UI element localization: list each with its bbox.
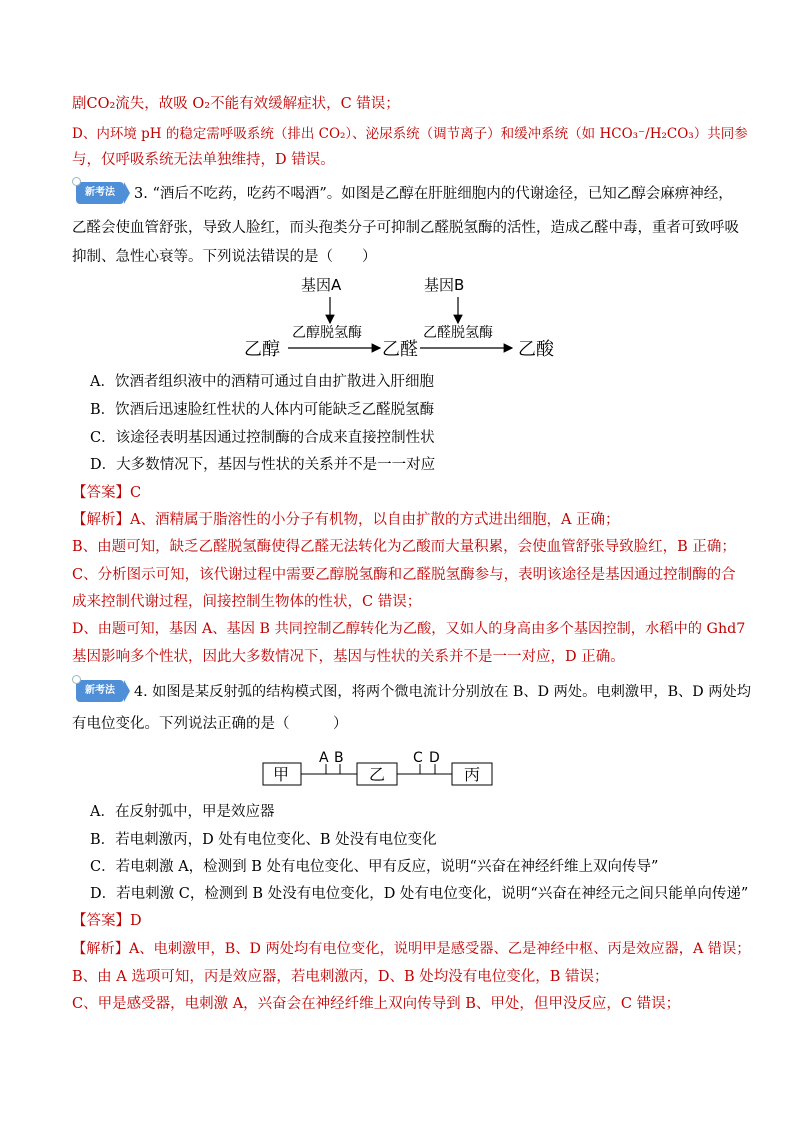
- ethanol-label: 乙醇: [244, 339, 280, 360]
- point-b-label: B: [334, 750, 344, 766]
- analysis-line: 基因影响多个性状，因此大多数情况下，基因与性状的关系并不是一一对应，D 正确。: [72, 649, 625, 665]
- enzyme-2-label: 乙醛脱氢酶: [423, 325, 493, 341]
- text-line: D、内环境 pH 的稳定需呼吸系统（排出 CO₂）、泌尿系统（调节离子）和缓冲系统（如 HCO₃⁻/H₂CO₃）共同参: [72, 126, 748, 142]
- option-a: A．饮酒者组织液中的酒精可通过自由扩散进入肝细胞: [90, 374, 434, 390]
- question-3-stem: 抑制、急性心衰等。下列说法错误的是（ ）: [72, 249, 377, 265]
- acetic-acid-label: 乙酸: [518, 339, 554, 360]
- option-b: B．饮酒后迅速脸红性状的人体内可能缺乏乙醛脱氢酶: [90, 402, 435, 418]
- text-line: 剧CO₂流失，故吸 O₂不能有效缓解症状，C 错误；: [72, 96, 400, 112]
- analysis-line: B、由 A 选项可知，丙是效应器，若电刺激丙，D、B 处均没有电位变化，B 错误；: [72, 969, 609, 985]
- analysis-line: 成来控制代谢过程，间接控制生物体的性状，C 错误；: [72, 594, 422, 610]
- point-c-label: C: [413, 750, 423, 766]
- question-3-stem: 3. “酒后不吃药，吃药不喝酒”。如图是乙醇在肝脏细胞内的代谢途径，已知乙醇会麻痹神经，: [134, 186, 733, 202]
- analysis-line: D、由题可知，基因 A、基因 B 共同控制乙醇转化为乙酸，又如人的身高由多个基因控制，水稻中的 Ghd7: [72, 621, 746, 637]
- analysis-line: 【解析】A、电刺激甲，B、D 两处均有电位变化，说明甲是感受器、乙是神经中枢、丙是效应器，A 错误；: [72, 941, 751, 957]
- question-4-stem: 4. 如图是某反射弧的结构模式图，将两个微电流计分别放在 B、D 两处。电刺激甲，B、D 两处均: [134, 684, 752, 700]
- reflex-arc-diagram: [260, 748, 500, 788]
- new-method-badge: 新考法: [76, 680, 124, 702]
- answer: 【答案】D: [72, 913, 142, 929]
- option-d: D．大多数情况下，基因与性状的关系并不是一一对应: [90, 457, 436, 473]
- enzyme-1-label: 乙醇脱氢酶: [292, 325, 362, 341]
- option-c: C．该途径表明基因通过控制酶的合成来直接控制性状: [90, 430, 435, 446]
- box-yi-label: 乙: [369, 765, 386, 784]
- acetaldehyde-label: 乙醛: [382, 339, 418, 360]
- option-d: D．若电刺激 C，检测到 B 处没有电位变化，D 处有电位变化，说明“兴奋在神经元之间只能单向传递”: [90, 886, 749, 902]
- question-4-stem: 有电位变化。下列说法正确的是（ ）: [72, 716, 348, 732]
- gene-a-label: 基因A: [301, 276, 342, 294]
- analysis-line: B、由题可知，缺乏乙醛脱氢酶使得乙醛无法转化为乙酸而大量积累，会使血管舒张导致脸红，B 正确；: [72, 539, 736, 555]
- ethanol-metabolism-diagram: [238, 270, 568, 365]
- new-method-badge: 新考法: [76, 182, 124, 204]
- analysis-line: C、分析图示可知，该代谢过程中需要乙醇脱氢酶和乙醛脱氢酶参与，表明该途径是基因通过控制酶的合: [72, 567, 736, 583]
- option-b: B．若电刺激丙，D 处有电位变化、B 处没有电位变化: [90, 832, 437, 848]
- analysis-line: C、甲是感受器，电刺激 A，兴奋会在神经纤维上双向传导到 B、甲处，但甲没反应，C 错误；: [72, 996, 681, 1012]
- point-d-label: D: [429, 750, 440, 766]
- text-line: 与，仅呼吸系统无法单独维持，D 错误。: [72, 152, 335, 168]
- option-a: A．在反射弧中，甲是效应器: [90, 804, 275, 820]
- box-jia-label: 甲: [273, 765, 290, 784]
- analysis-line: 【解析】A、酒精属于脂溶性的小分子有机物，以自由扩散的方式进出细胞，A 正确；: [72, 512, 620, 528]
- gene-b-label: 基因B: [424, 276, 465, 294]
- point-a-label: A: [319, 750, 329, 766]
- box-bing-label: 丙: [464, 765, 481, 784]
- question-3-stem: 乙醛会使血管舒张，导致人脸红，而头孢类分子可抑制乙醛脱氢酶的活性，造成乙醛中毒，重者可致呼吸: [72, 220, 739, 236]
- option-c: C．若电刺激 A，检测到 B 处有电位变化、甲有反应，说明“兴奋在神经纤维上双向传导”: [90, 859, 659, 875]
- answer: 【答案】C: [72, 485, 142, 501]
